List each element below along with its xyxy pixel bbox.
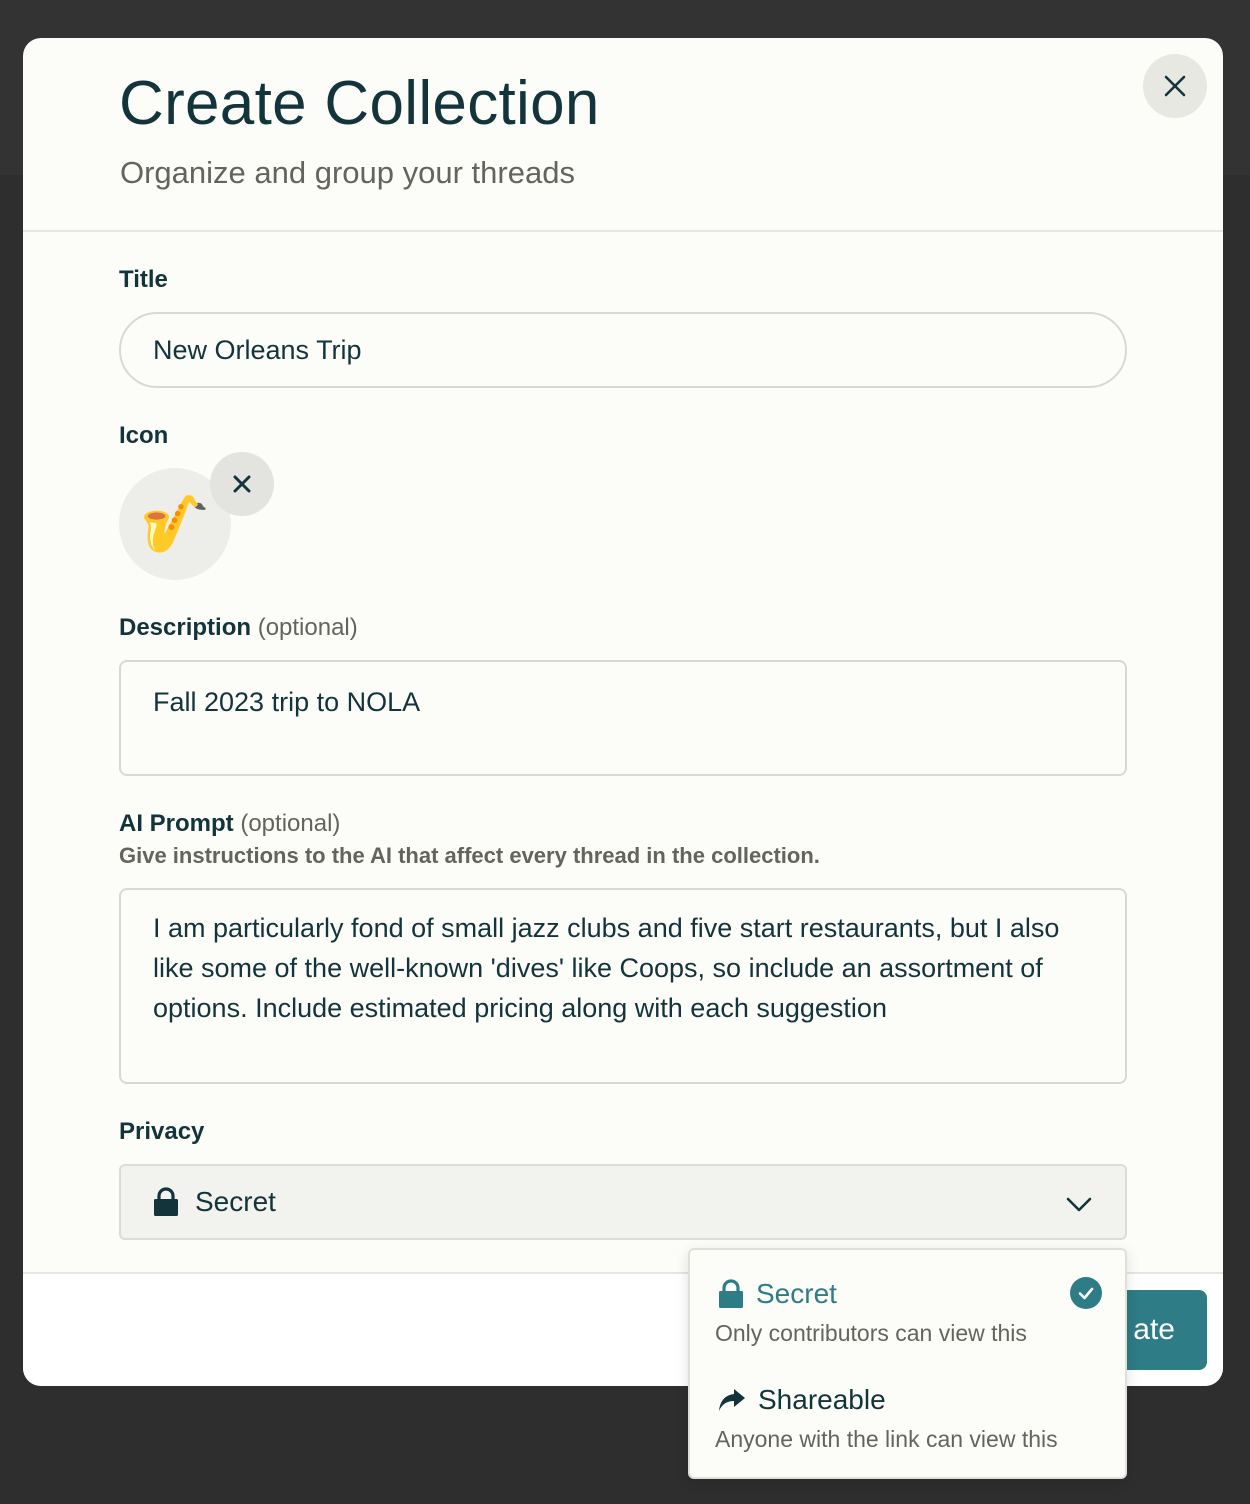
ai-prompt-value: I am particularly fond of small jazz clubs and five start restaurants, but I also like some of the well-known 'dives' like Coops, so include an assortment of options. Include estimated pricing along with each suggestion [153,913,1060,1023]
privacy-option-label: Secret [756,1278,837,1309]
check-icon [1070,1277,1102,1309]
create-button-label: ate [1133,1313,1175,1346]
dialog-header [23,38,1223,232]
ai-prompt-label [119,810,340,838]
ai-prompt-optional-tag: (optional) [240,810,341,837]
dialog-subtitle: Organize and group your threads [120,155,575,190]
privacy-option-description: Only contributors can view this [715,1320,1027,1346]
create-collection-dialog [23,38,1223,1386]
close-icon [233,475,251,493]
saxophone-icon: 🎷 [140,492,210,555]
privacy-select[interactable] [119,1164,1127,1240]
description-label-text: Description [119,614,252,641]
lock-icon [718,1279,744,1309]
description-label [119,614,358,642]
lock-icon [153,1187,179,1217]
privacy-option-secret[interactable] [690,1250,1125,1370]
privacy-option-shareable[interactable] [690,1370,1125,1480]
title-input-value: New Orleans Trip [153,334,362,365]
description-textarea[interactable] [119,660,1127,776]
title-label: Title [119,266,168,293]
ai-prompt-textarea[interactable] [119,888,1127,1084]
close-button[interactable] [1143,54,1207,118]
close-icon [1164,75,1186,97]
privacy-option-label: Shareable [758,1384,886,1415]
ai-prompt-hint: Give instructions to the AI that affect every thread in the collection. [119,843,820,868]
privacy-selected-value: Secret [195,1186,276,1217]
remove-icon-button[interactable] [210,452,274,516]
description-value: Fall 2023 trip to NOLA [153,687,421,717]
title-input[interactable] [119,312,1127,388]
description-optional-tag: (optional) [257,614,358,641]
privacy-dropdown-menu [688,1248,1127,1479]
privacy-option-shareable-head [718,1384,886,1416]
privacy-option-description: Anyone with the link can view this [715,1426,1058,1452]
dialog-title: Create Collection [119,69,600,138]
share-arrow-icon [718,1387,746,1413]
privacy-label: Privacy [119,1118,205,1145]
chevron-down-icon [1065,1190,1093,1218]
icon-label: Icon [119,422,169,449]
privacy-option-secret-head [718,1278,837,1310]
ai-prompt-label-text: AI Prompt [119,810,234,837]
